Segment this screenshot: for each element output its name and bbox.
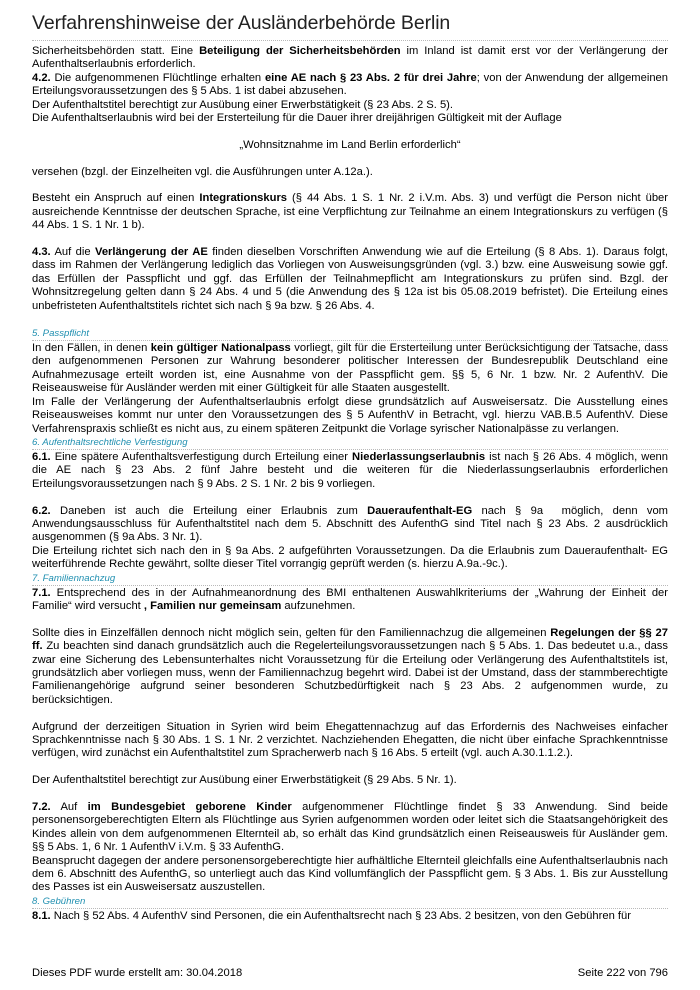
paragraph: Im Falle der Verlängerung der Aufenthaltserlaubnis erfolgt diese grundsätzlich auf Ausweisersatz. Die Ausstellung eines Reiseausweises kommt nur unter den Voraussetzungen des § 5 AufenthV in Betracht, vgl. hierzu VAB.B.5 AufenthV. Diese Verfahrenspraxis schließt es nicht aus, zu einem späteren Zeitpunkt die Vorlage syrischer Nationalpässe zu verlangen. <box>32 395 668 435</box>
paragraph: In den Fällen, in denen kein gültiger Nationalpass vorliegt, gilt für die Ersterteilung unter Berücksichtigung der Tatsache, dass den aufgenommenen Personen zur Wahrung besonderer politischer Interessen der Bundesrepublik Deutschland eine Aufnahmezusage erteilt worden ist, eine Ausnahme von der Passpflicht gem. §§ 5, 6 Nr. 1 bzw. Nr. 2 AufenthV. Die Reiseausweise für Ausländer werden mit einer Gültigkeit für alle Staaten ausgestellt. <box>32 342 668 395</box>
paragraph: 4.2. Die aufgenommenen Flüchtlinge erhalten eine AE nach § 23 Abs. 2 für drei Jahre; von der Anwendung der allgemeinen Erteilungsvoraussetzungen des § 5 Abs. 1 ist dabei abzusehen. <box>32 71 668 98</box>
paragraph: Beansprucht dagegen der andere personensorgeberechtigte hier aufhältliche Elternteil gleichfalls eine Aufenthaltserlaubnis nach dem 6. Abschnitt des AufenthG, so unterliegt auch das Kind vollumfänglich der Passpflicht gem. § 3 Abs. 1. Bis zur Ausstellung des Passes ist ein Ausweisersatz auszustellen. <box>32 854 668 894</box>
section-divider <box>32 449 668 450</box>
paragraph: Die Erteilung richtet sich nach den in § 9a Abs. 2 aufgeführten Voraussetzungen. Da die Erlaubnis zum Daueraufenthalt- EG weiterführende Rechte gewährt, sollte dieser Titel vorrangig geprüft werden (s. hierzu A.9a.-9c.). <box>32 544 668 571</box>
paragraph: 7.2. Auf im Bundesgebiet geborene Kinder aufgenommener Flüchtlinge findet § 33 Anwendung. Sind beide personensorgeberechtigten Eltern als Flüchtlinge aus Syrien aufgenommen worden oder leitet sich die Staatsangehörigkeit des Kindes allein von dem aufgenommenen Elternteil ab, so erhält das Kind grundsätzlich einen Reiseausweis für Ausländer gem. §§ 5 Abs. 1, 6 Nr. 1 AufenthV i.V.m. § 33 AufenthG. <box>32 800 668 854</box>
creation-date: Dieses PDF wurde erstellt am: 30.04.2018 <box>32 967 243 979</box>
document-body <box>32 45 668 923</box>
paragraph: 6.1. Eine spätere Aufenthaltsverfestigung durch Erteilung einer Niederlassungserlaubnis ist nach § 26 Abs. 4 möglich, wenn die AE nach § 23 Abs. 2 fünf Jahre besteht und die weiteren für die Niederlassungserlaubnis erforderlichen Erteilungsvoraussetzungen nach § 9 Abs. 2 S. 1 Nr. 2 bis 9 vorliegen. <box>32 450 668 490</box>
paragraph: Sicherheitsbehörden statt. Eine Beteiligung der Sicherheitsbehörden im Inland ist damit erst vor der Verlängerung der Aufenthaltserlaubnis erforderlich. <box>32 45 668 71</box>
section-divider <box>32 908 668 909</box>
paragraph: Die Aufenthaltserlaubnis wird bei der Ersterteilung für die Dauer ihrer dreijährigen Gültigkeit mit der Auflage <box>32 112 562 125</box>
paragraph: Besteht ein Anspruch auf einen Integrationskurs (§ 44 Abs. 1 S. 1 Nr. 2 i.V.m. Abs. 3) und verfügt die Person nicht über ausreichende Kenntnisse der deutschen Sprache, ist eine Verpflichtung zur Teilnahme an einem Integrationskurs zu verfügen (§ 44 Abs. 1 S. 1 Nr. 1 b). <box>32 192 669 232</box>
paragraph: 7.1. Entsprechend des in der Aufnahmeanordnung des BMI enthaltenen Auswahlkriteriums der „Wahrung der Einheit der Familie“ wird versucht , Familien nur gemeinsam aufzunehmen. <box>32 586 668 612</box>
paragraph-quote: „Wohnsitznahme im Land Berlin erforderlich“ <box>239 138 461 151</box>
section-divider <box>32 585 668 586</box>
paragraph: Aufgrund der derzeitigen Situation in Syrien wird beim Ehegattennachzug auf das Erfordernis des Nachweises einfacher Sprachkenntnisse nach § 30 Abs. 1 S. 1 Nr. 2 verzichtet. Nachziehenden Ehegatten, die nicht über einfache Sprachkenntnisse verfügen, wird zunächst ein Aufenthaltstitel zum Spracherwerb nach § 16 Abs. 5 erteilt (vgl. auch A.30.1.1.2.). <box>32 720 668 760</box>
paragraph: 6.2. Daneben ist auch die Erteilung einer Erlaubnis zum Daueraufenthalt-EG nach § 9a möglich, denn vom Anwendungsausschluss für Aufenthaltstitel nach dem 5. Abschnitt des AufenthG sind Titel nach § 23 Abs. 2 ausdrücklich ausgenommen (§ 9a Abs. 3 Nr. 1). <box>32 504 668 544</box>
section-heading-gebuehren: 8. Gebühren <box>32 895 86 907</box>
section-heading-familiennachzug: 7. Familiennachzug <box>32 572 116 584</box>
paragraph: Sollte dies in Einzelfällen dennoch nicht möglich sein, gelten für den Familiennachzug die allgemeinen Regelungen der §§ 27 ff. Zu beachten sind danach grundsätzlich auch die Regelerteilungsvoraussetzungen nach § 5 Abs. 1. Das bedeutet u.a., dass zwar eine Sicherung des Lebensunterhaltes nicht Voraussetzung für die Erteilung oder Verlängerung des Aufenthaltstitels ist, grundsätzlich aber vorliegen muss, wenn der Familiennachzug begehrt wird. Dabei ist der Umstand, dass der stammberechtigte Familienangehörige aufgrund seiner besonderen Schutzbedürftigkeit nach § 23 Abs. 2 aufgenommen wurde, zu berücksichtigen. <box>32 626 668 706</box>
paragraph: Der Aufenthaltstitel berechtigt zur Ausübung einer Erwerbstätigkeit (§ 29 Abs. 5 Nr. 1). <box>32 774 457 787</box>
document-title: Verfahrenshinweise der Ausländerbehörde Berlin <box>32 12 451 34</box>
page-number: Seite 222 von 796 <box>577 967 668 979</box>
section-divider <box>32 340 668 341</box>
paragraph: versehen (bzgl. der Einzelheiten vgl. die Ausführungen unter A.12a.). <box>32 165 373 178</box>
paragraph: Der Aufenthaltstitel berechtigt zur Ausübung einer Erwerbstätigkeit (§ 23 Abs. 2 S. 5). <box>32 98 454 111</box>
paragraph: 4.3. Auf die Verlängerung der AE finden dieselben Vorschriften Anwendung wie auf die Erteilung (§ 8 Abs. 1). Daraus folgt, dass im Rahmen der Verlängerung lediglich das Vorliegen von Ausweisungsgründen (vgl. 3.) bzw. eine Ausweisung sowie ggf. das Erfüllen der Passpflicht und ggf. das Erfüllen der Teilnahmepflicht am Integrationskurs zu prüfen sind. Bzgl. der Wohnsitzregelung gelten dann § 24 Abs. 4 und 5 (die Anwendung des § 12a ist bis 05.08.2019 befristet). Die Erteilung eines unbefristeten Aufenthaltstitels richtet sich nach § 9a bzw. § 26 Abs. 4. <box>32 246 668 312</box>
document-page <box>32 0 668 990</box>
title-divider <box>32 40 668 41</box>
section-heading-verfestigung: 6. Aufenthaltsrechtliche Verfestigung <box>32 436 188 448</box>
paragraph: 8.1. Nach § 52 Abs. 4 AufenthV sind Personen, die ein Aufenthaltsrecht nach § 23 Abs. 2 besitzen, von den Gebühren für <box>32 909 631 922</box>
section-heading-passpflicht: 5. Passpflicht <box>32 328 90 340</box>
